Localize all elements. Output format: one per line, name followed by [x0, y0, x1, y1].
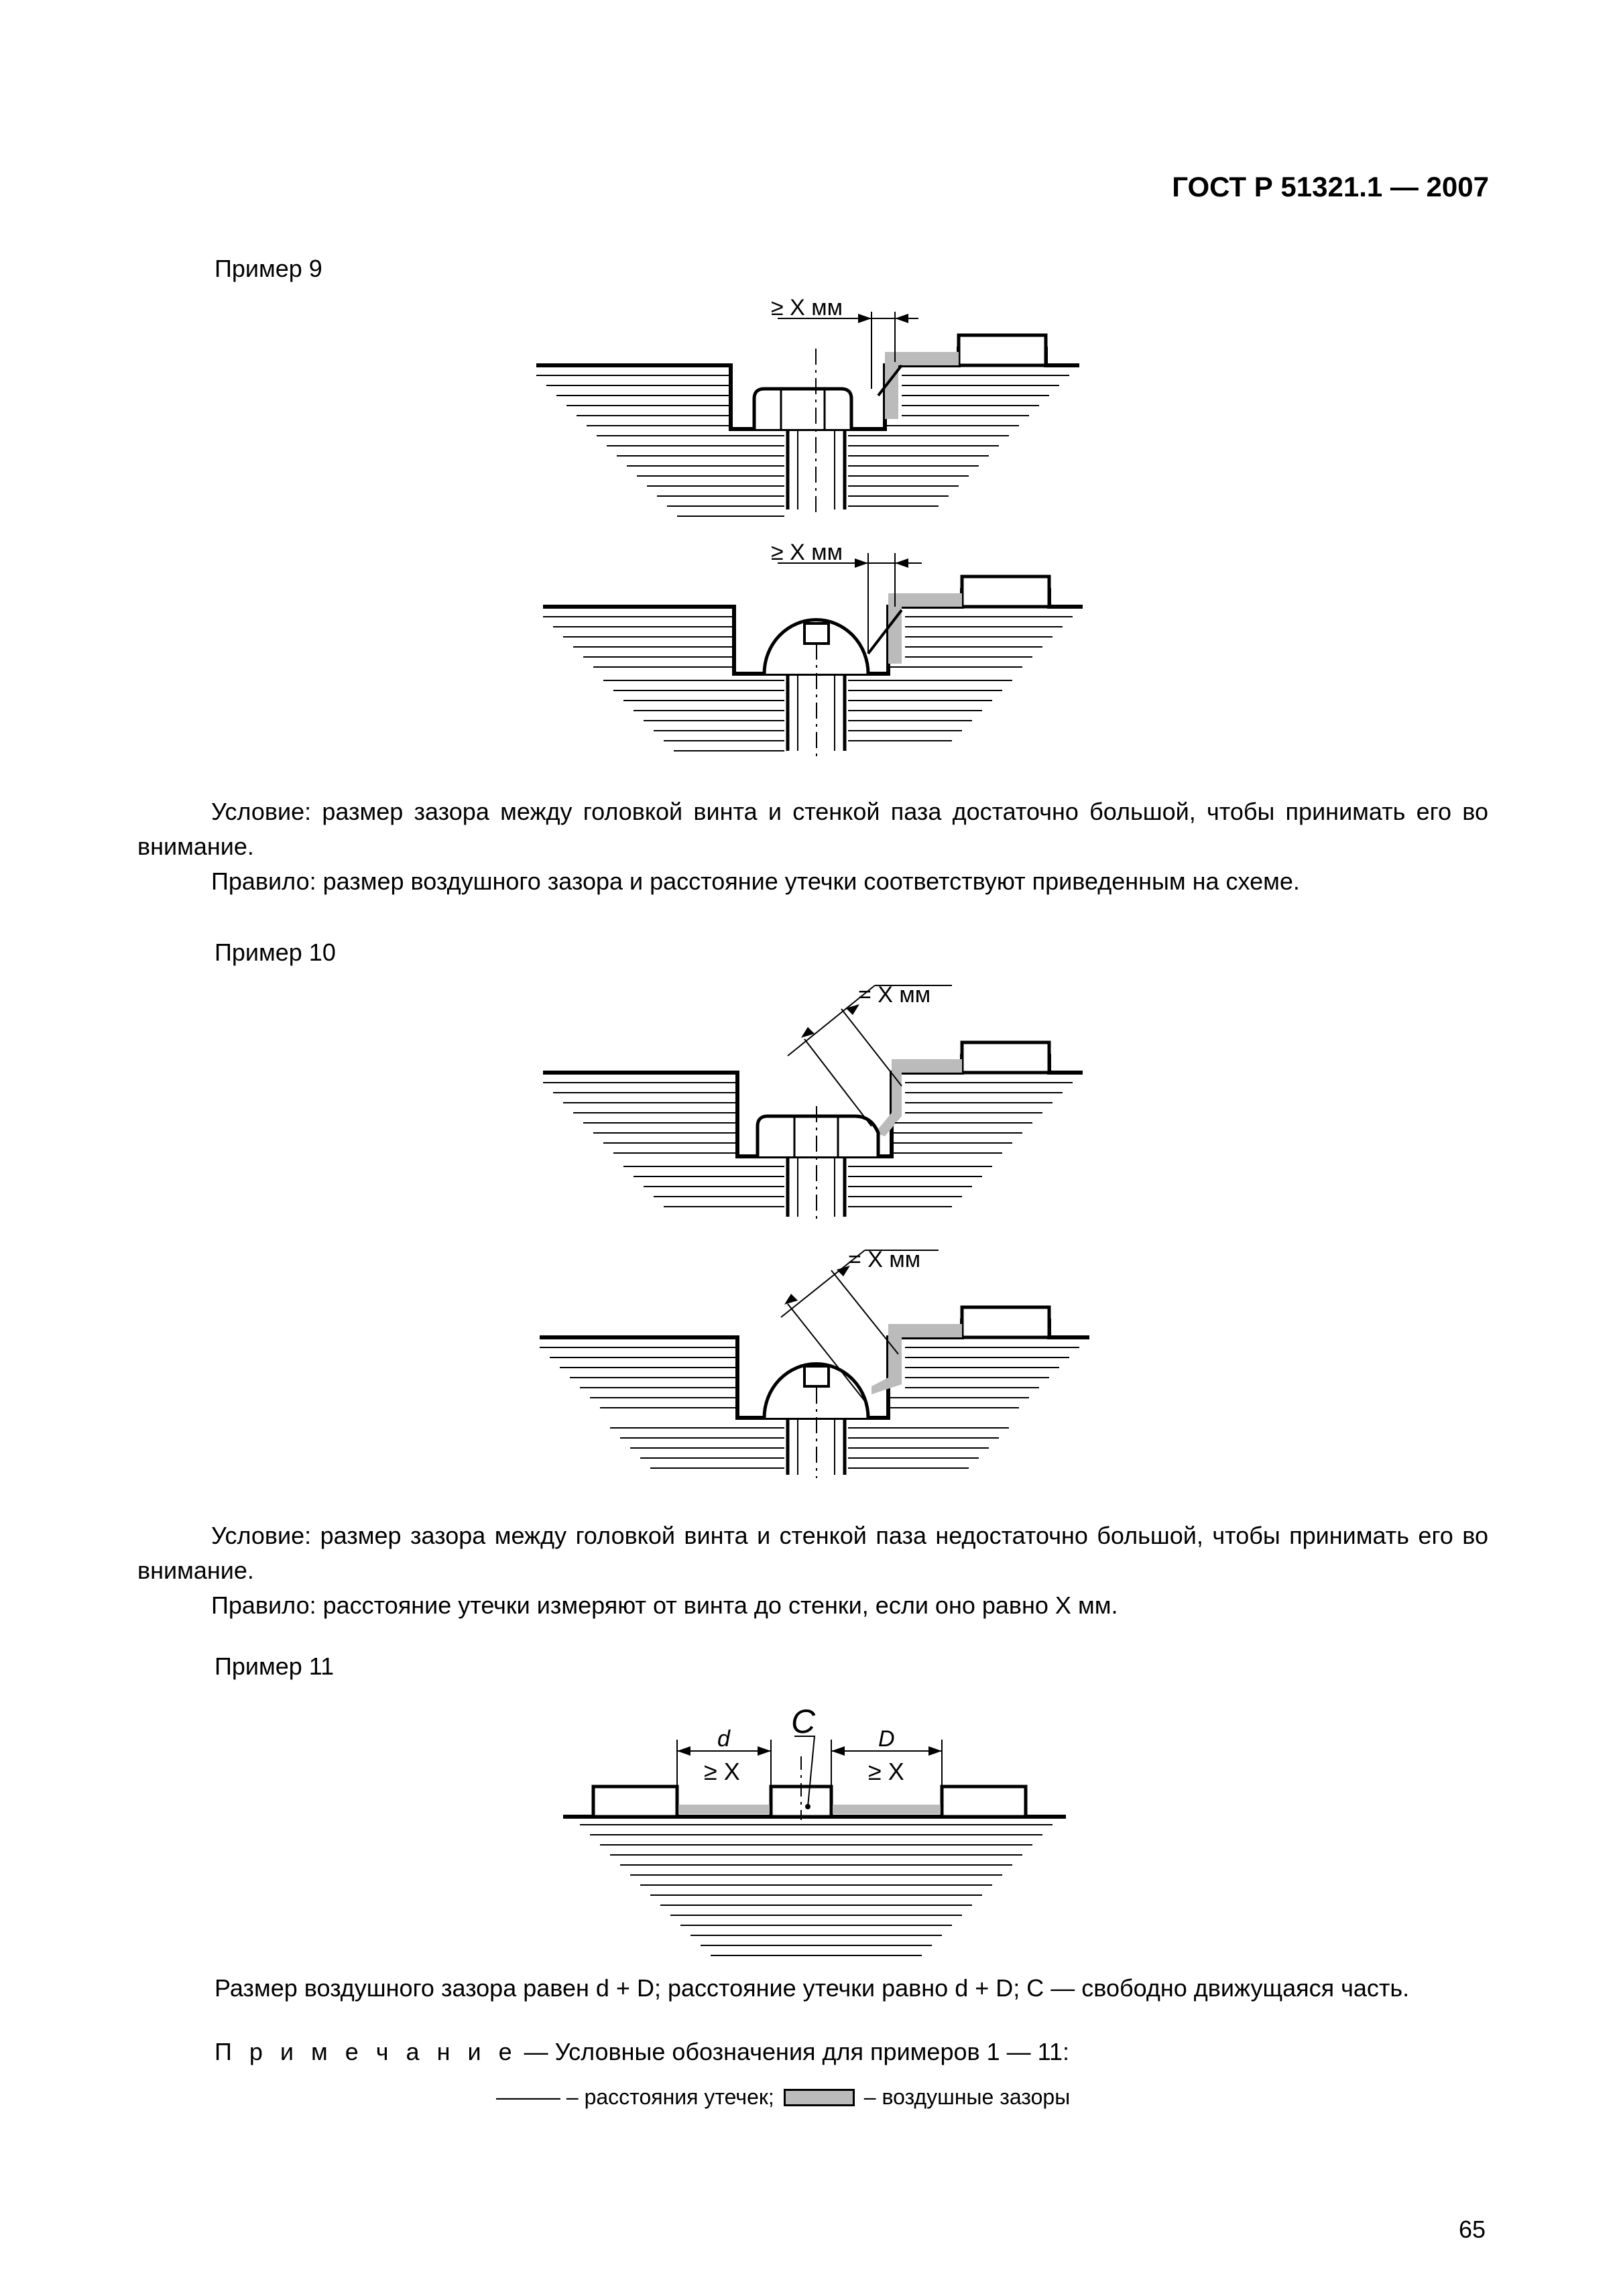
example-10-rule: Правило: расстояние утечки измеряют от винта до стенки, если оно равно X мм. [211, 1591, 1118, 1619]
example-10-round-figure [540, 1250, 1089, 1478]
note [215, 2038, 1069, 2066]
example-9-dim-label-1: ≥ X мм [771, 295, 843, 320]
example-11-caption: Размер воздушного зазора равен d + D; расстояние утечки равно d + D; C — свободно движущаяся часть. [215, 1974, 1410, 2002]
legend-clearance: – воздушные зазоры [863, 2085, 1071, 2109]
example-11-figure [563, 1736, 1066, 1955]
document-id: ГОСТ Р 51321.1 — 2007 [1172, 171, 1489, 202]
example-11-title: Пример 11 [215, 1652, 335, 1680]
example-11-label-D: D [878, 1726, 895, 1752]
legend-creepage: ——— – расстояния утечек; [496, 2085, 774, 2109]
legend-clearance-swatch [784, 2089, 855, 2106]
example-10-dim-label-2: = X мм [848, 1247, 921, 1272]
example-11-label-d: d [717, 1726, 730, 1752]
example-9-hex-figure [536, 312, 1079, 516]
example-9-condition: Условие: размер зазора между головкой винта и стенкой паза достаточно большой, чтобы принимать его во внимание. [137, 798, 1488, 860]
example-9-dim-label-2: ≥ X мм [771, 540, 843, 565]
legend [496, 2085, 1070, 2110]
note-label: П р и м е ч а н и е [215, 2038, 518, 2065]
example-11-label-ge-x-left: ≥ X [704, 1758, 740, 1785]
example-10-title: Пример 10 [215, 939, 336, 966]
example-9-text [137, 794, 1488, 899]
note-text: — Условные обозначения для примеров 1 — 11: [524, 2038, 1070, 2065]
example-11-label-ge-x-right: ≥ X [868, 1758, 904, 1785]
example-11-label-c: C [791, 1703, 816, 1740]
example-10-text [137, 1518, 1488, 1623]
example-9-round-figure [543, 553, 1083, 758]
example-10-dim-label-1: = X мм [858, 982, 931, 1008]
example-9-rule: Правило: размер воздушного зазора и расстояние утечки соответствуют приведенным на схеме. [211, 867, 1300, 895]
example-9-title: Пример 9 [215, 255, 322, 282]
page-number: 65 [1458, 2216, 1486, 2243]
example-10-condition: Условие: размер зазора между головкой винта и стенкой паза недостаточно большой, чтобы принимать его во внимание. [137, 1522, 1488, 1584]
example-10-hex-figure [543, 985, 1083, 1223]
